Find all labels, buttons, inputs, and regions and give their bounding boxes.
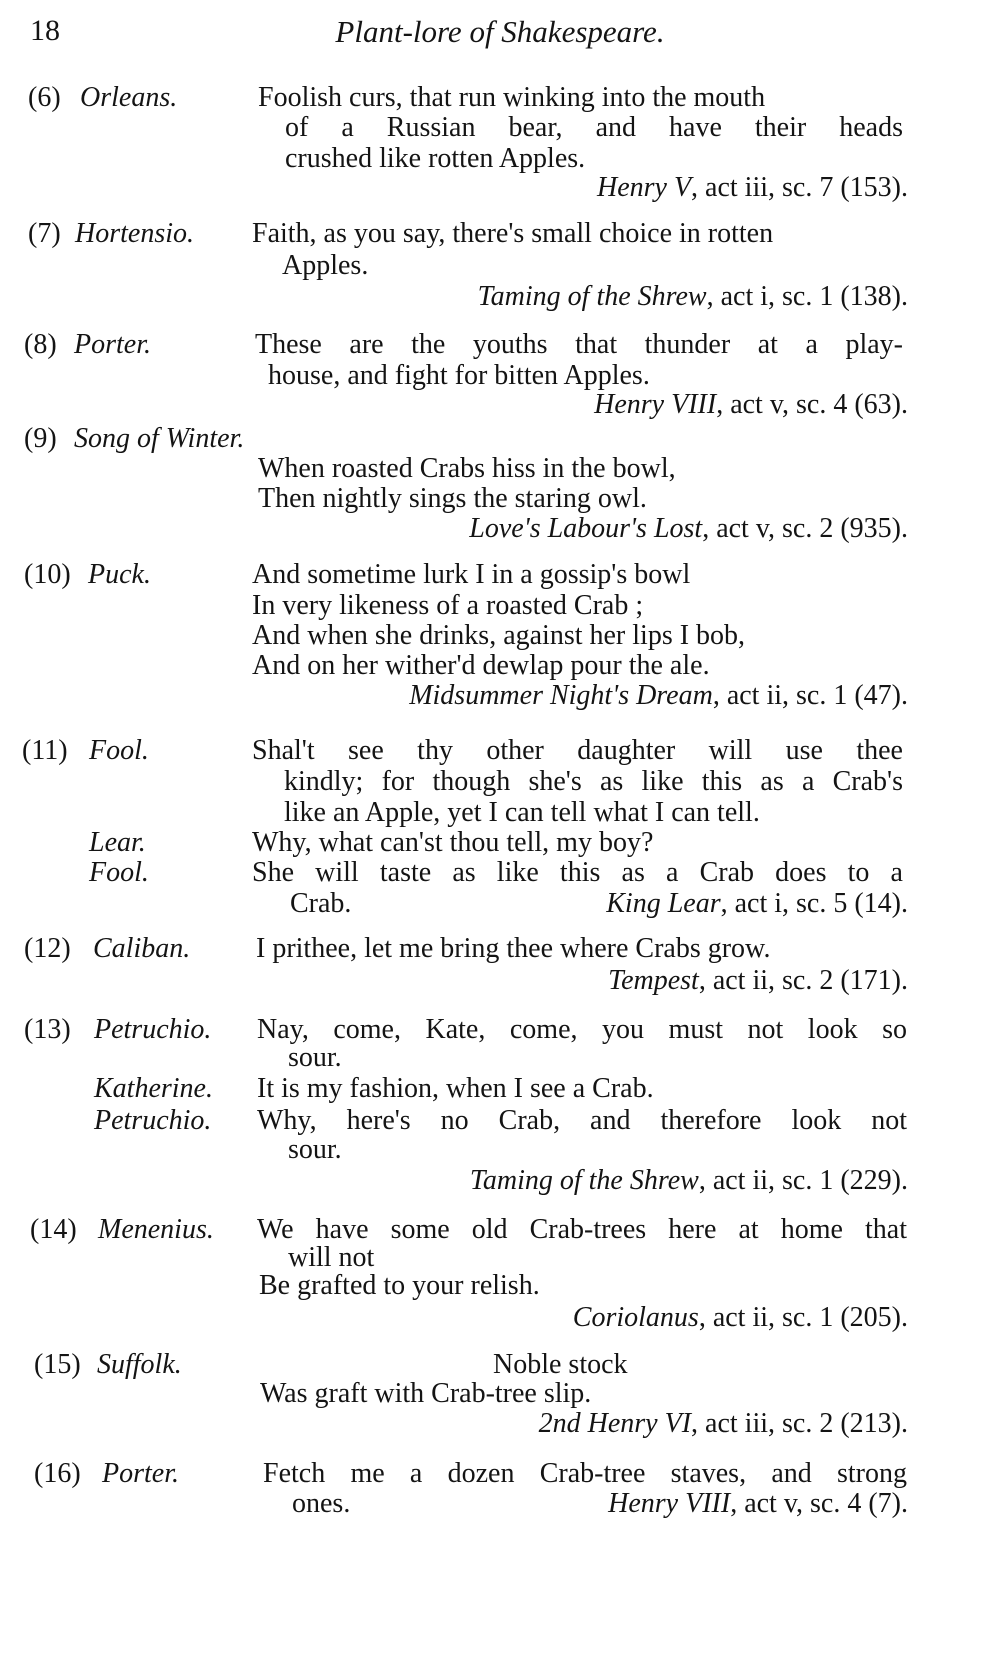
citation-ref: , act v, sc. 2 (935). <box>702 513 908 544</box>
citation-ref: , act iii, sc. 7 (153). <box>691 172 908 203</box>
quote-line: crushed like rotten Apples. <box>285 143 586 174</box>
citation-work: Henry VIII <box>608 1488 731 1519</box>
quote-line: It is my fashion, when I see a Crab. <box>257 1073 654 1104</box>
citation <box>606 888 908 920</box>
quote-line: When roasted Crabs hiss in the bowl, <box>258 453 676 484</box>
quote-line: These are the youths that thunder at a play- <box>255 329 903 360</box>
citation-ref: , act i, sc. 1 (138). <box>706 281 908 312</box>
citation <box>597 172 908 204</box>
citation <box>608 1488 908 1520</box>
citation-ref: , act ii, sc. 1 (47). <box>712 680 908 711</box>
quote-line: ones. <box>292 1488 351 1519</box>
quote-line: kindly; for though she's as like this as a Crab's <box>284 766 903 797</box>
entry-number: (16) <box>34 1458 81 1489</box>
quote-line: I prithee, let me bring thee where Crabs grow. <box>256 933 771 964</box>
quote-line: will not <box>288 1242 375 1273</box>
citation-ref: , act v, sc. 4 (63). <box>716 389 908 420</box>
citation-work: Taming of the Shrew <box>477 281 707 312</box>
quote-line: of a Russian bear, and have their heads <box>285 112 903 143</box>
quote-line: Why, here's no Crab, and therefore look not <box>257 1105 907 1136</box>
quote-line: We have some old Crab-trees here at home that <box>257 1214 907 1245</box>
citation-ref: , act ii, sc. 2 (171). <box>698 965 908 996</box>
speaker-name: Suffolk. <box>97 1349 182 1380</box>
speaker-name: Petruchio. <box>94 1014 212 1045</box>
speaker-name: Katherine. <box>94 1073 213 1104</box>
citation-work: Tempest <box>608 965 699 996</box>
quote-line: Faith, as you say, there's small choice in rotten <box>252 218 774 249</box>
citation-work: Henry VIII <box>594 389 717 420</box>
citation <box>469 513 908 545</box>
quote-line: sour. <box>288 1134 342 1165</box>
citation-work: Henry V <box>596 172 692 203</box>
entry-number: (12) <box>24 933 71 964</box>
quote-line: Shal't see thy other daughter will use thee <box>252 735 903 766</box>
entry-number: (8) <box>24 329 57 360</box>
quote-line: Fetch me a dozen Crab-tree staves, and strong <box>263 1458 907 1489</box>
page-number: 18 <box>30 14 60 47</box>
quote-line: Was graft with Crab-tree slip. <box>260 1378 592 1409</box>
quote-line: Crab. <box>290 888 352 919</box>
speaker-name: Porter. <box>102 1458 179 1489</box>
citation-ref: , act i, sc. 5 (14). <box>720 888 908 919</box>
citation-ref: , act v, sc. 4 (7). <box>730 1488 908 1519</box>
citation <box>573 1302 908 1334</box>
speaker-name: Fool. <box>89 735 149 766</box>
running-title: Plant-lore of Shakespeare. <box>335 14 665 49</box>
quote-line: Be grafted to your relish. <box>259 1270 540 1301</box>
speaker-name: Hortensio. <box>75 218 194 249</box>
speaker-name: Song of Winter. <box>74 423 245 454</box>
speaker-name: Menenius. <box>98 1214 214 1245</box>
quote-line: And on her wither'd dewlap pour the ale. <box>252 650 710 681</box>
quote-line: And when she drinks, against her lips I bob, <box>252 620 746 651</box>
entry-number: (11) <box>22 735 68 766</box>
citation-ref: , act ii, sc. 1 (205). <box>698 1302 908 1333</box>
quote-line: sour. <box>288 1042 342 1073</box>
citation-work: Midsummer Night's Dream <box>409 680 713 711</box>
citation <box>409 680 908 712</box>
citation-work: King Lear <box>606 888 721 919</box>
speaker-name: Orleans. <box>80 82 178 113</box>
quote-line: house, and fight for bitten Apples. <box>268 360 650 391</box>
citation-work: Taming of the Shrew <box>469 1165 699 1196</box>
citation-work: Coriolanus <box>572 1302 699 1333</box>
citation <box>539 1408 908 1440</box>
speaker-name: Porter. <box>74 329 151 360</box>
speaker-name: Caliban. <box>93 933 191 964</box>
quote-line: Then nightly sings the staring owl. <box>258 483 647 514</box>
citation-work: Love's Labour's Lost <box>469 513 703 544</box>
quote-line: Nay, come, Kate, come, you must not look so <box>257 1014 907 1045</box>
entry-number: (10) <box>24 559 71 590</box>
speaker-name: Lear. <box>89 827 146 858</box>
entry-number: (13) <box>24 1014 71 1045</box>
entry-number: (15) <box>34 1349 81 1380</box>
speaker-name: Petruchio. <box>94 1105 212 1136</box>
quote-line: like an Apple, yet I can tell what I can tell. <box>284 797 760 828</box>
quote-line: Apples. <box>282 250 369 281</box>
citation <box>470 1165 908 1197</box>
speaker-name: Fool. <box>89 857 149 888</box>
citation <box>478 281 908 313</box>
quote-line: Foolish curs, that run winking into the mouth <box>258 82 766 113</box>
quote-line: She will taste as like this as a Crab does to a <box>252 857 903 888</box>
citation-ref: , act ii, sc. 1 (229). <box>698 1165 908 1196</box>
entry-number: (6) <box>28 82 61 113</box>
citation-ref: , act iii, sc. 2 (213). <box>691 1408 908 1439</box>
citation <box>594 389 908 421</box>
entry-number: (14) <box>30 1214 77 1245</box>
speaker-name: Puck. <box>88 559 151 590</box>
citation <box>608 965 908 997</box>
quote-line: Why, what can'st thou tell, my boy? <box>252 827 654 858</box>
quote-line: Noble stock <box>493 1349 628 1380</box>
entry-number: (7) <box>28 218 61 249</box>
quote-line: And sometime lurk I in a gossip's bowl <box>252 559 691 590</box>
quote-line: In very likeness of a roasted Crab ; <box>252 590 644 621</box>
citation-work: 2nd Henry VI <box>538 1408 692 1439</box>
entry-number: (9) <box>24 423 57 454</box>
